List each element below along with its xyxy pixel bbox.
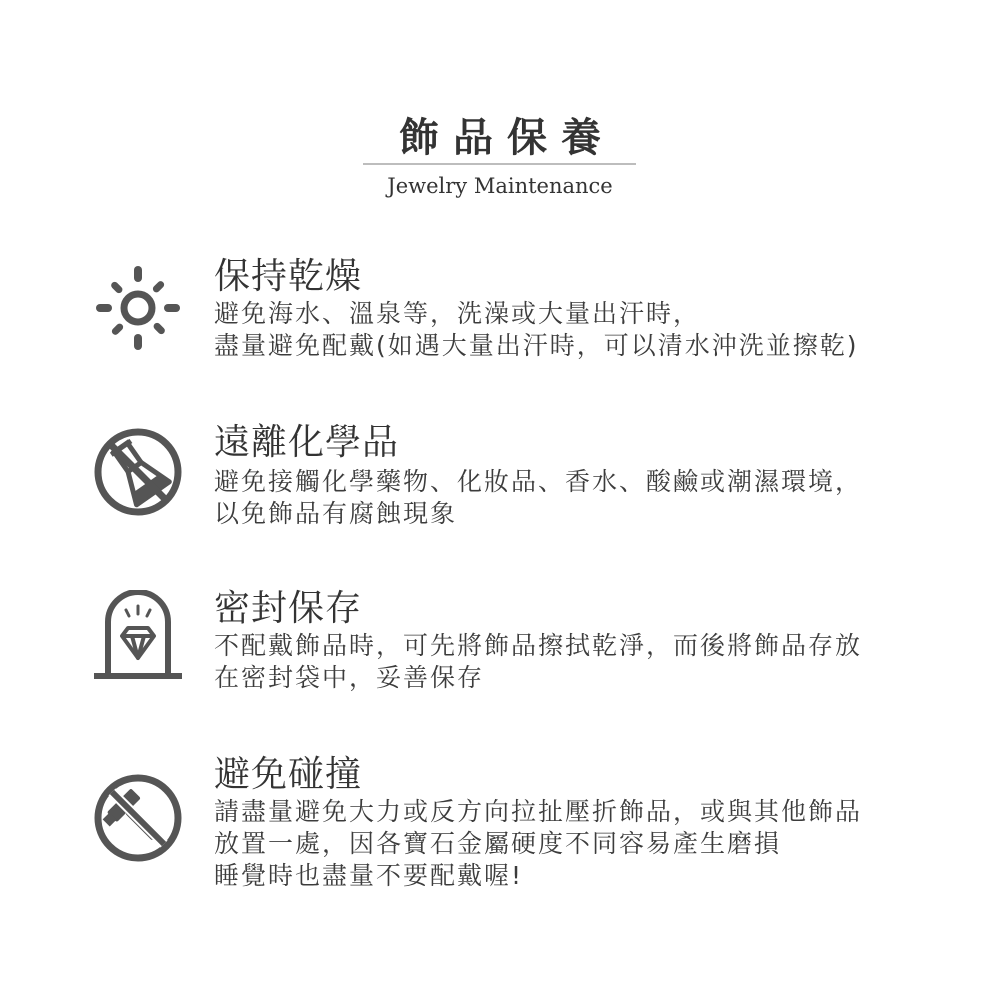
item-heading: 保持乾燥 (214, 256, 363, 297)
item-description-line: 請盡量避免大力或反方向拉扯壓折飾品，或與其他飾品 (214, 797, 863, 826)
title-divider (363, 163, 636, 165)
item-description-line: 睡覺時也盡量不要配戴喔! (214, 861, 524, 890)
item-description-line: 避免海水、溫泉等，洗澡或大量出汗時， (214, 299, 701, 328)
item-description (214, 630, 862, 694)
item-description-line: 在密封袋中，妥善保存 (214, 663, 485, 692)
page-title: 飾品保養 (399, 115, 615, 161)
page-subtitle: Jewelry Maintenance (387, 174, 613, 198)
item-heading: 避免碰撞 (214, 754, 363, 795)
no-chemicals-icon (92, 426, 184, 518)
diamond-case-icon (92, 590, 184, 682)
item-description-line: 不配戴飾品時，可先將飾品擦拭乾淨，而後將飾品存放 (214, 631, 863, 660)
item-description-line: 放置一處，因各寶石金屬硬度不同容易產生磨損 (214, 829, 782, 858)
item-heading: 遠離化學品 (214, 422, 400, 463)
item-description (214, 466, 862, 530)
item-description-line: 盡量避免配戴(如遇大量出汗時，可以清水沖洗並擦乾) (214, 331, 859, 360)
item-description-line: 避免接觸化學藥物、化妝品、香水、酸鹼或潮濕環境， (214, 467, 863, 496)
no-hammer-icon (92, 772, 184, 864)
item-description (214, 298, 859, 362)
item-heading: 密封保存 (214, 588, 363, 629)
item-description-line: 以免飾品有腐蝕現象 (214, 499, 458, 528)
item-description (214, 796, 862, 892)
sun-icon (92, 262, 184, 354)
